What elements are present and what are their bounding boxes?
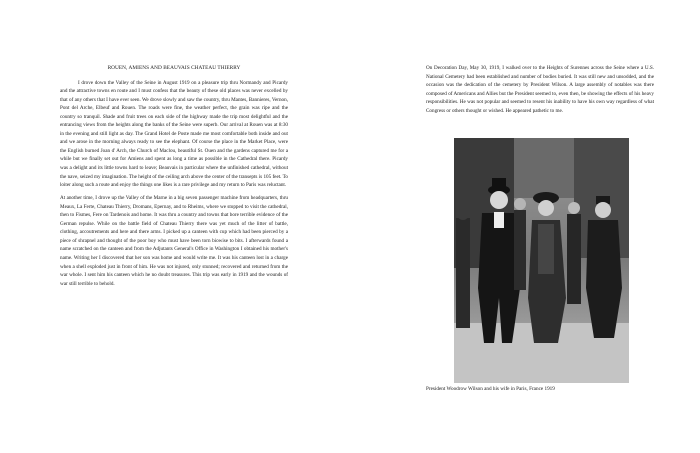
paragraph-rouen-trip: I drove down the Valley of the Seine in August 1919 on a pleasure trip thru Normandy and Picardy and the attractive towns en route and I must confess that the beauty of these old places was never excelled by that of any others that I have ever seen. We drove slowly and saw the country, thru Mantes, Bannieres, Vernon, Pont del Arche, Elbeuf and Rouen. The roads were fine, the weather perfect, the grain was ripe and the country so tranquil. Shade and fruit trees on each side of the highway made the trip most delightful and the entrancing views from the heights along the banks of the Seine were superb. Our arrival at Rouen was at 8:30 in the evening and still light as day. The Grand Hotel de Poste made me most comfortable both inside and out and we arose in the morning always ready to see the elephant. Of course the place in the Market Place, were the English burned Joan d' Arch, the Church of Maclou, beautiful St. Ouen and the gardens captured me for a while but we finally set out for Amiens and spent as long a time as possible in the Cathedral there. Picardy was a delight and its little towns hard to leave; Beauvais in particular where the unfinished cathedral, without the nave, seized my imagination. The height of the ceiling arch above the center of the transepts is 105 feet. To loiter along such a route and enjoy the things one likes is a rare privilege and my return to Paris was reluctant.: [60, 79, 288, 189]
chapter-title: ROUEN, AMIENS AND BEAUVAIS CHATEAU THIERRY: [107, 65, 241, 71]
right-page: [350, 0, 700, 453]
paragraph-marne-trip: At another time, I drove up the Valley of the Marne in a big seven passenger machine from headquarters, thru Meaux, La Ferte, Chateau Thierry, Dromans, Epernay, and to Rheims, where we stopped to visit the cathedral, then to Fismes, Fere on Tardenois and home. It was thru a country and towns that bore terrible evidence of the German repulse. While on the battle field of Chateau Thierry there was yet much of the litter of battle, clothing, accoutrements and here and there arms. I picked up a canteen with cup which had been pierced by a piece of shrapnel and thought of the poor boy who must have been torn biowise to bits. I afterwards found a name scratched on the canteen and from the Adjutants General's Office in Washington I obtained his mother's name. Writing her I discovered that her son was home and would write me. It was his canteen lost in a charge when a shell exploded just in front of him. He was not injured, only stunned; recovered and returned from the war whole. I sent him his canteen which he no doubt treasures. This trip was early in 1919 and the wounds of war still terrible to behold.: [60, 195, 288, 287]
paragraph-decoration-day: On Decoration Day, May 30, 1919, I walked over to the Heights of Surennes across the Seine where a U.S. National Cemetery had been established and number of bodies buried. It was still new and unsodded, and the occasion was the dedication of the cemetery by President Wilson. A large assembly of notables was there composed of Americans and Allies but the President seemed to, even then, be showing the effects of his heavy responsibilities. He was not popular and seemed to resent his inability to have his own way regardless of what Congress or others thought or wished. He appeared pathetic to me.: [426, 65, 654, 114]
right-text-column: [426, 64, 654, 120]
wilson-photograph: [454, 138, 629, 383]
photo-caption: President Woodrow Wilson and his wife in Paris, France 1919: [426, 386, 555, 392]
left-text-column: [60, 64, 288, 293]
